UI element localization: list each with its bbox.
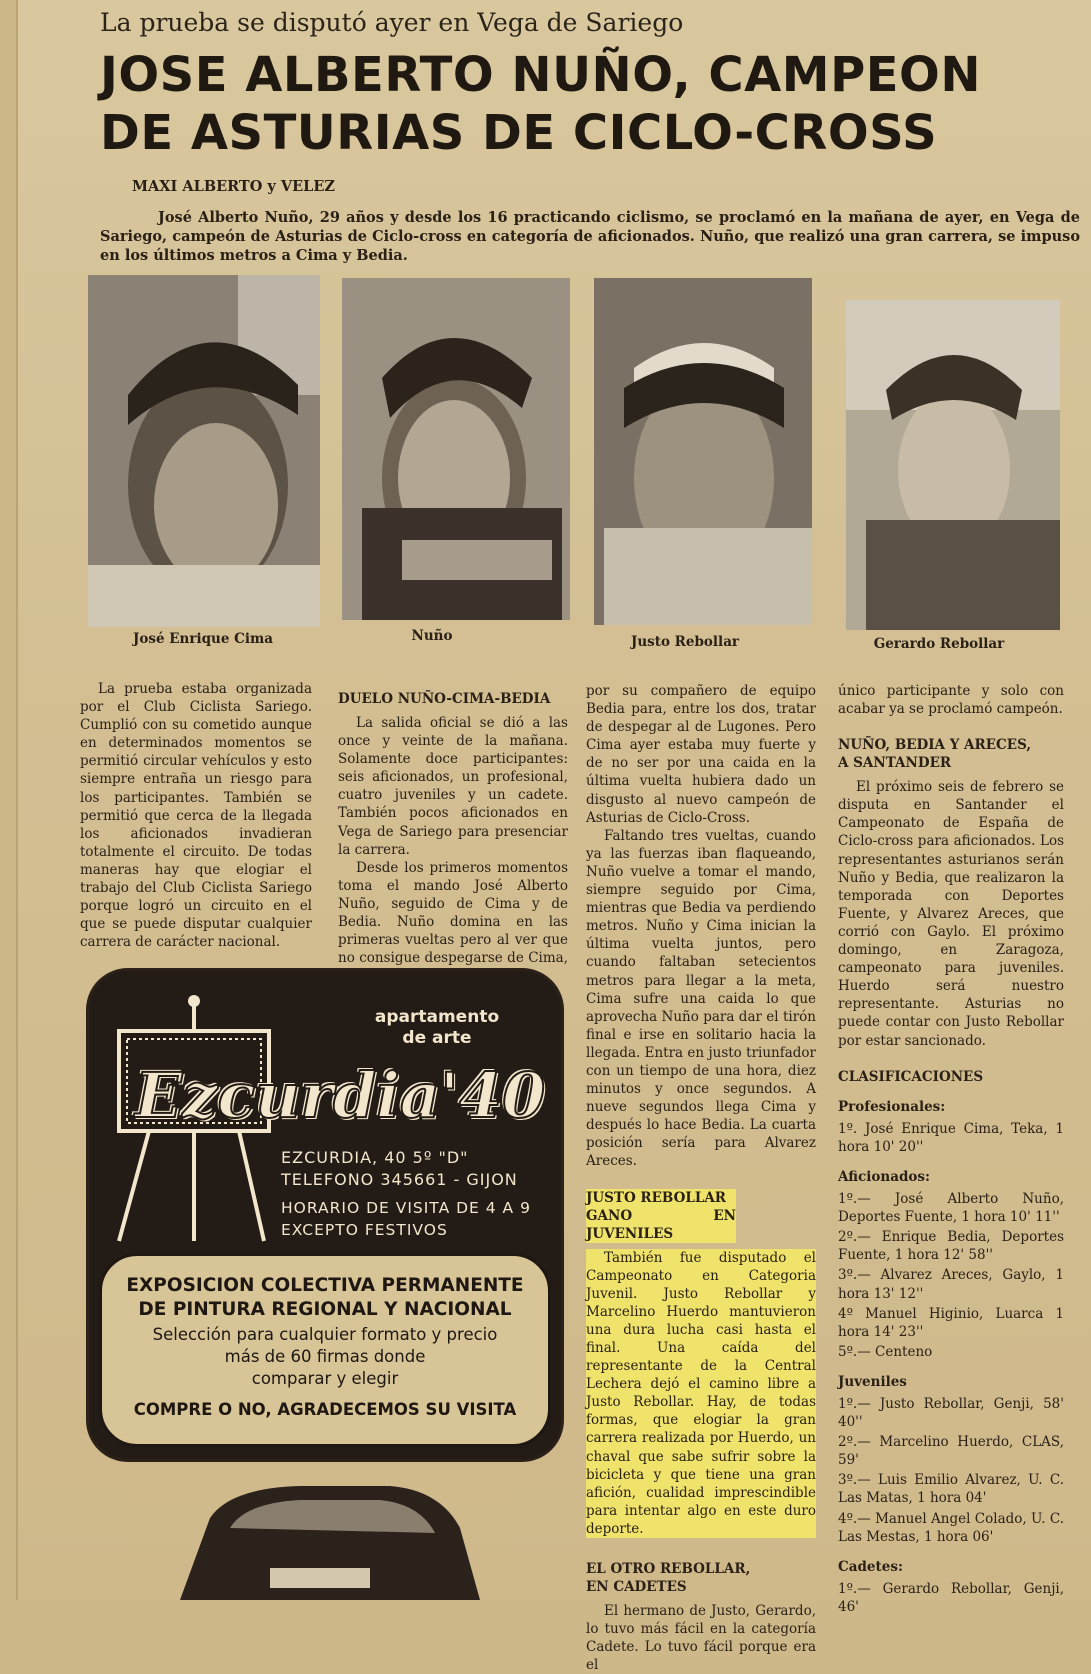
portrait-image (594, 278, 812, 625)
ad-hours-line-2: EXCEPTO FESTIVOS (281, 1221, 448, 1239)
caption-cima: José Enrique Cima (132, 631, 274, 647)
ad-hours-line-1: HORARIO DE VISITA DE 4 A 9 (281, 1199, 531, 1217)
portrait-image (342, 278, 570, 620)
ad-box-line-1: EXPOSICION COLECTIVA PERMANENTE (126, 1275, 524, 1296)
cadetes-list (838, 1580, 1064, 1616)
headline-line-2: DE ASTURIAS DE CICLO-CROSS (100, 105, 938, 161)
ad-hours (281, 1197, 531, 1241)
car-ad-image (150, 1478, 490, 1600)
profesionales-heading: Profesionales: (838, 1098, 946, 1115)
caption-gerardo-rebollar: Gerardo Rebollar (873, 636, 1005, 652)
ad-box-heading (102, 1274, 548, 1322)
ad-box-line-3: Selección para cualquier formato y precio (152, 1325, 498, 1344)
column-2 (338, 690, 568, 985)
subhead-santander-line-2: A SANTANDER (838, 755, 952, 772)
subhead-justo (586, 1189, 736, 1243)
photo-justo-rebollar (594, 278, 812, 625)
photo-cima (88, 275, 320, 627)
result-row: 3º.— Luis Emilio Alvarez, U. C. Las Matas, 1 hora 04' (838, 1472, 1064, 1507)
portrait-image (846, 300, 1060, 630)
ad-address: EZCURDIA, 40 5º "D" (281, 1148, 469, 1167)
classifications-title: CLASIFICACIONES (838, 1068, 984, 1085)
juveniles-heading: Juveniles (838, 1373, 907, 1390)
kicker: La prueba se disputó ayer en Vega de Sariego (100, 8, 684, 37)
subhead-otro-line-2: EN CADETES (586, 1579, 687, 1596)
subhead-santander-line-1: NUÑO, BEDIA Y ARECES, (838, 737, 1032, 754)
ad-tag-line-1: apartamento (374, 1007, 500, 1027)
ad-box-line-5: comparar y elegir (251, 1369, 399, 1388)
result-row: 3º.— Alvarez Areces, Gaylo, 1 hora 13' 12'' (838, 1267, 1064, 1302)
ad-box-line-2: DE PINTURA REGIONAL Y NACIONAL (138, 1299, 512, 1320)
lead-paragraph: José Alberto Nuño, 29 años y desde los 16 practicando ciclismo, se proclamó en la mañana de ayer, en Vega de Sariego, campeón de Asturias de Ciclo-cross en categoría de aficionados. Nuño, que realizó una gran carrera, se impuso en los últimos metros a Cima y Bedia. (100, 209, 1080, 264)
col3-paragraph-4: El hermano de Justo, Gerardo, lo tuvo más fácil en la categoría Cadete. Lo tuvo fácil porque era el (586, 1603, 816, 1674)
ad-tagline (357, 1007, 517, 1049)
photo-gerardo-rebollar (846, 300, 1060, 630)
col3-paragraph-2: Faltando tres vueltas, cuando ya las fuerzas iban flaqueando, Nuño vuelve a tomar el mando, siempre seguido por Cima, mientras que Bedia va perdiendo metros. Nuño y Cima inician la última vuelta juntos, pero cuando faltaban setecientos metros para llegar a la meta, Cima sufre una caida lo que aprovecha Nuño para dar el tirón final e irse en solitario hacia la llegada. Entra en justo triunfador con un tiempo de una hora, diez minutos y once segundos. A nueve segundos llega Cima y después lo hace Bedia. La cuarta posición sería para Alvarez Areces. (586, 827, 816, 1170)
subhead-otro-line-1: EL OTRO REBOLLAR, (586, 1561, 751, 1578)
col4-paragraph-1: único participante y solo con acabar ya se proclamó campeón. (838, 683, 1064, 718)
col2-paragraph-1: La salida oficial se dió a las once y veinte de la mañana. Solamente doce participantes: seis aficionados, un profesional, cuatro juveniles y un cadete. También pocos aficionados en Vega de Sariego para presenciar la carrera. (338, 715, 568, 858)
byline: MAXI ALBERTO y VELEZ (132, 178, 336, 195)
headline-line-1: JOSE ALBERTO NUÑO, CAMPEON (100, 47, 982, 103)
aficionados-list (838, 1190, 1064, 1361)
result-row: 4º.— Manuel Angel Colado, U. C. Las Mestas, 1 hora 06' (838, 1510, 1064, 1545)
subhead-justo-line-2: GANO EN JUVENILES (586, 1207, 736, 1242)
cadetes-heading: Cadetes: (838, 1558, 903, 1575)
ad-box-line-4: más de 60 firmas donde (224, 1347, 426, 1366)
result-row: 1º.— Gerardo Rebollar, Genji, 46' (838, 1580, 1064, 1615)
ad-exhibition-box (99, 1253, 551, 1447)
result-row: 2º.— Marcelino Huerdo, CLAS, 59' (838, 1434, 1064, 1469)
ad-box-line-6: COMPRE O NO, AGRADECEMOS SU VISITA (133, 1400, 517, 1419)
subhead-duelo: DUELO NUÑO-CIMA-BEDIA (338, 691, 551, 707)
ad-contact (281, 1147, 518, 1191)
result-row: 4º Manuel Higinio, Luarca 1 hora 14' 23'' (838, 1305, 1064, 1340)
ad-phone: TELEFONO 345661 - GIJON (281, 1170, 518, 1189)
subhead-otro-rebollar (586, 1560, 816, 1596)
result-row: 5º.— Centeno (838, 1343, 933, 1360)
result-row: 1º.— José Alberto Nuño, Deportes Fuente, 1 hora 10' 11'' (838, 1191, 1064, 1226)
photo-nuno (342, 278, 570, 620)
col4-paragraph-2: El próximo seis de febrero se disputa en Santander el Campeonato de España de Ciclo-cross para aficionados. Los representantes asturianos serán Nuño y Bedia, que realizaron la temporada con Deportes Fuente, y Alvarez Areces, que corrió con Gaylo. El próximo domingo, en Zaragoza, campeonato para juveniles. Huerdo será nuestro representante. Asturias no puede contar con Justo Rebollar por estar sancionado. (838, 779, 1064, 1049)
subhead-santander (838, 736, 1064, 772)
result-row: 2º.— Enrique Bedia, Deportes Fuente, 1 hora 12' 58'' (838, 1229, 1064, 1264)
aficionados-heading: Aficionados: (838, 1168, 930, 1185)
caption-justo-rebollar: Justo Rebollar (630, 634, 740, 650)
column-3 (586, 682, 816, 1674)
result-row: 1º.— Justo Rebollar, Genji, 58' 40'' (838, 1396, 1064, 1431)
col3-paragraph-1: por su compañero de equipo Bedia para, entre los dos, tratar de despegar al de Lugones. Pero Cima ayer estaba muy fuerte y de no ser por una caida en la última vuelta hubiera dado un disgusto al nuevo campeón de Asturias de Ciclo-Cross. (586, 683, 816, 826)
headline (100, 46, 1060, 162)
caption-nuno: Nuño (411, 628, 453, 644)
juveniles-list (838, 1395, 1064, 1546)
ad-brand: Ezcurdia'40 (135, 1059, 546, 1132)
col1-paragraph: La prueba estaba organizada por el Club Ciclista Sariego. Cumplió con su cometido aunque en determinados momentos se permitió circular vehículos y esto siempre entraña un riesgo para los participantes. También se permitió que cerca de la llegada los aficionados invadieran totalmente el circuito. De todas maneras hay que elogiar el trabajo del Club Ciclista Sariego porque logró un circuito en el que se puede disputar cualquier carrera de carácter nacional. (80, 681, 312, 951)
result-row: 1º. José Enrique Cima, Teka, 1 hora 10' 20'' (838, 1120, 1064, 1155)
column-4 (838, 682, 1064, 1615)
ad-box-body (102, 1324, 548, 1390)
profesionales-list (838, 1120, 1064, 1156)
column-1 (80, 680, 312, 951)
col3-paragraph-3: También fue disputado el Campeonato en Categoria Juvenil. Justo Rebollar y Marcelino Huerdo mantuvieron una dura lucha casi hasta el final. Una caída del representante de la Central Lechera dejó el camino libre a Justo Rebollar. Hay, de todas formas, que elogiar la gran carrera realizada por Huerdo, un chaval que sabe sufrir sobre la bicicleta y que tiene una gran afición, cualidad imprescindible para intentar algo en este duro deporte. (586, 1249, 816, 1537)
portrait-image (88, 275, 320, 627)
subhead-justo-line-1: JUSTO REBOLLAR (586, 1189, 727, 1206)
ad-tag-line-2: de arte (402, 1028, 472, 1048)
ezcurdia-advertisement (86, 968, 564, 1462)
col2-paragraph-2: Desde los primeros momentos toma el mando José Alberto Nuño, seguido de Cima y de Bedia. Nuño domina en las primeras vueltas pero al ver que no consigue despegarse de Cima, (338, 859, 568, 967)
